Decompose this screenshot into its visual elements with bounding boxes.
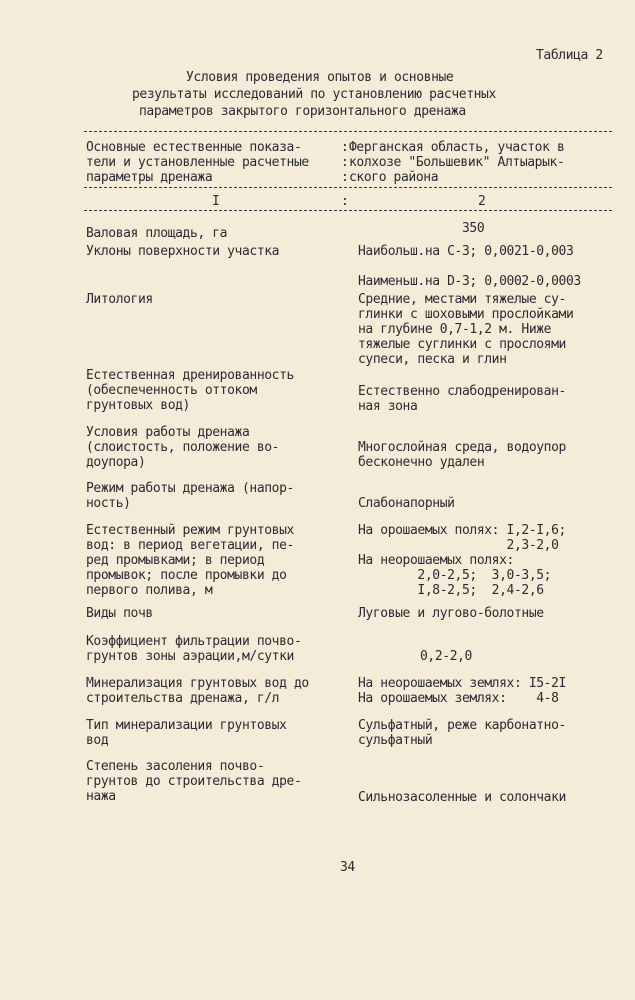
row-1-value-line: 350 <box>462 221 485 236</box>
row-7-label-line: ред промывками; в период <box>86 553 265 568</box>
row-8-label-line: Виды почв <box>86 606 153 621</box>
caption-line-1: Условия проведения опытов и основные <box>186 70 454 85</box>
row-5-label-line: доупора) <box>86 455 146 470</box>
row-12-value-line: Сильнозасоленные и солончаки <box>358 790 566 805</box>
row-10-value-line: На неорошаемых землях: I5-2I <box>358 676 566 691</box>
row-4-label-line: грунтовых вод) <box>86 398 190 413</box>
row-7-value-line: I,8-2,5; 2,4-2,6 <box>358 583 544 598</box>
row-10-label-line: Минерализация грунтовых вод до <box>86 676 309 691</box>
row-7-label-line: первого полива, м <box>86 583 213 598</box>
row-4-value-line: Естественно слабодренирован- <box>358 384 566 399</box>
header-col2-line-2: колхозе "Большевик" Алтыарык- <box>349 155 565 170</box>
row-5-label-line: Условия работы дренажа <box>86 425 250 440</box>
header-col1-line-3: параметры дренажа <box>86 170 213 185</box>
row-3-value-line: тяжелые суглинки с прослоями <box>358 337 566 352</box>
column-number-2: 2 <box>478 194 486 209</box>
header-separator-3: : <box>341 170 349 185</box>
row-12-label-line: грунтов до строительства дре- <box>86 774 302 789</box>
row-3-value-line: супеси, песка и глин <box>358 352 507 367</box>
row-6-label-line: ность) <box>86 496 131 511</box>
row-5-value-line: Многослойная среда, водоупор <box>358 440 566 455</box>
table-top-rule <box>84 131 612 132</box>
row-9-value-line: 0,2-2,0 <box>420 649 472 664</box>
header-col2-line-3: ского района <box>349 170 439 185</box>
row-3-label-line: Литология <box>86 292 153 307</box>
row-11-label-line: вод <box>86 733 109 748</box>
row-7-label-line: промывок; после промывки до <box>86 568 287 583</box>
header-separator-1: : <box>341 140 349 155</box>
row-7-value-line: На неорошаемых полях: <box>358 553 514 568</box>
row-7-value-line: На орошаемых полях: I,2-I,6; <box>358 523 566 538</box>
row-12-label-line: нажа <box>86 789 116 804</box>
row-10-label-line: строительства дренажа, г/л <box>86 691 280 706</box>
row-5-value-line: бесконечно удален <box>358 455 485 470</box>
header-col2-line-1: Ферганская область, участок в <box>349 140 565 155</box>
row-12-label-line: Степень засоления почво- <box>86 759 265 774</box>
row-10-value-line: На орошаемых землях: 4-8 <box>358 691 559 706</box>
row-4-label-line: Естественная дренированность <box>86 368 294 383</box>
row-9-label-line: Коэффициент фильтрации почво- <box>86 634 302 649</box>
row-3-value-line: глинки с шоховыми прослойками <box>358 307 574 322</box>
header-col1-line-2: тели и установленные расчетные <box>86 155 309 170</box>
caption-line-3: параметров закрытого горизонтального дренажа <box>139 104 466 119</box>
column-number-separator: : <box>341 194 349 209</box>
row-7-value-line: 2,0-2,5; 3,0-3,5; <box>358 568 552 583</box>
row-11-value-line: сульфатный <box>358 733 433 748</box>
row-11-value-line: Сульфатный, реже карбонатно- <box>358 718 566 733</box>
row-7-label-line: вод: в период вегетации, пе- <box>86 538 294 553</box>
row-3-value-line: на глубине 0,7-1,2 м. Ниже <box>358 322 552 337</box>
header-separator-2: : <box>341 155 349 170</box>
row-2-value-line: Наименьш.на D-3; 0,0002-0,0003 <box>358 274 581 289</box>
row-4-label-line: (обеспеченность оттоком <box>86 383 257 398</box>
row-11-label-line: Тип минерализации грунтовых <box>86 718 287 733</box>
row-5-label-line: (слоистость, положение во- <box>86 440 280 455</box>
row-3-value-line: Средние, местами тяжелые су- <box>358 292 566 307</box>
caption-line-2: результаты исследований по установлению расчетных <box>132 87 496 102</box>
table-label: Таблица 2 <box>536 48 603 63</box>
row-2-label-line: Уклоны поверхности участка <box>86 244 280 259</box>
header-mid-rule <box>84 187 612 188</box>
row-6-label-line: Режим работы дренажа (напор- <box>86 481 294 496</box>
row-9-label-line: грунтов зоны аэрации,м/сутки <box>86 649 294 664</box>
row-1-label-line: Валовая площадь, га <box>86 226 228 241</box>
header-col1-line-1: Основные естественные показа- <box>86 140 302 155</box>
row-7-label-line: Естественный режим грунтовых <box>86 523 294 538</box>
row-4-value-line: ная зона <box>358 399 418 414</box>
row-7-value-line: 2,3-2,0 <box>358 538 559 553</box>
page-number: 34 <box>340 860 355 875</box>
header-bottom-rule <box>84 210 612 211</box>
row-6-value-line: Слабонапорный <box>358 496 455 511</box>
row-8-value-line: Луговые и лугово-болотные <box>358 606 544 621</box>
column-number-1: I <box>212 194 220 209</box>
row-2-value-line: Наибольш.на С-3; 0,0021-0,003 <box>358 244 574 259</box>
